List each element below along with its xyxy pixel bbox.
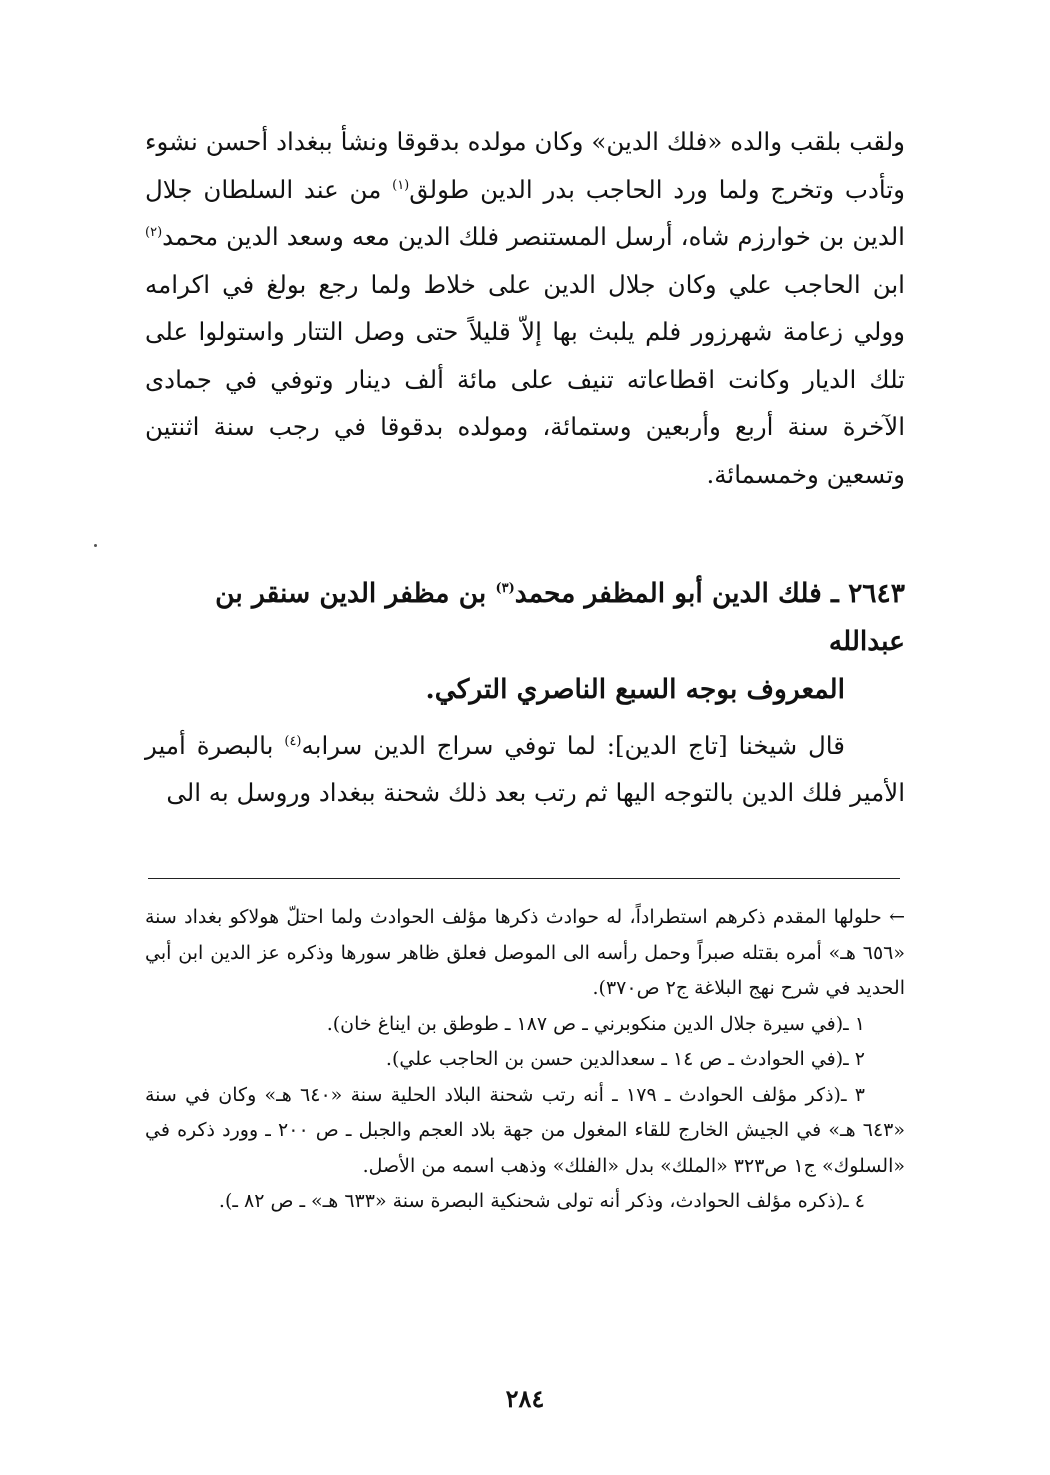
footnote-divider — [148, 878, 900, 879]
stray-dot — [94, 544, 97, 547]
page-number: ٢٨٤ — [505, 1384, 545, 1413]
footnote-ref-2: (٢) — [145, 224, 163, 240]
main-paragraph: ولقب بلقب والده «فلك الدين» وكان مولده بدقوقا ونشأ ببغداد أحسن نشوء وتأدب وتخرج ولما ورد الحاجب بدر الدين طولق$^{(١)}$ من عند السلطان جلال الدين بن خوارزم شاه، أرسل المستنصر فلك الدين معه وسعد الدين محمد$^{(٢)}$ ابن الحاجب علي وكان جلال الدين على خلاط ولما رجع بولغ في اكرامه وولي زعامة شهرزور فلم يلبث بها إلاّ قليلاً حتى وصل التتار واستولوا على تلك الديار وكانت اقطاعاته تنيف على مائة ألف دينار وتوفي في جمادى الآخرة سنة أربع وأربعين وستمائة، ومولده بدقوقا في رجب سنة اثنتين وتسعين وخمسمائة. — [145, 127, 905, 489]
entry-body: قال شيخنا [تاج الدين]: لما توفي سراج الدين سرابه$^{(٤)}$ بالبصرة أمير الأمير فلك الدين بالتوجه اليها ثم رتب بعد ذلك شحنة ببغداد وروسل به الى — [145, 731, 905, 807]
footnote-ref-3: (٣) — [495, 581, 515, 597]
main-text-block — [145, 118, 905, 498]
entry-heading-line2: المعروف بوجه السبع الناصري التركي. — [425, 674, 845, 705]
footnote-2: ٢ ـ(في الحوادث ـ ص ١٤ ـ سعدالدين حسن بن الحاجب علي). — [385, 1048, 865, 1070]
biography-entry — [145, 570, 905, 816]
footnote-4: ٤ ـ(ذكره مؤلف الحوادث، وذكر أنه تولى شحنكية البصرة سنة «٦٣٣ هـ» ـ ص ٨٢ ـ). — [218, 1190, 865, 1212]
footnote-continuation: ← حلولها المقدم ذكرهم استطراداً، له حوادث ذكرها مؤلف الحوادث ولما احتلّ هولاكو بغداد سنة «٦٥٦ هـ» أمره بقتله صبراً وحمل رأسه الى الموصل فعلق ظاهر سورها وذكره عز الدين ابن أبي الحديد في شرح نهج البلاغة ج٢ ص٣٧٠). — [145, 906, 905, 999]
footnote-3: ٣ ـ(ذكر مؤلف الحوادث ـ ١٧٩ ـ أنه رتب شحنة البلاد الحلية سنة «٦٤٠ هـ» وكان في سنة «٦٤٣ هـ» في الجيش الخارج للقاء المغول من جهة بلاد العجم والجبل ـ ص ٢٠٠ ـ وورد ذكره في «السلوك» ج١ ص٣٢٣ «الملك» بدل «الفلك» وذهب اسمه من الأصل. — [145, 1083, 905, 1177]
footnote-ref-4: (٤) — [284, 733, 302, 749]
entry-heading: ٢٦٤٣ ـ فلك الدين أبو المظفر محمد$^{(٣)}$ بن مظفر الدين سنقر بن عبدالله المعروف بوجه السبع الناصري التركي. — [145, 570, 905, 714]
footnote-1: ١ ـ(في سيرة جلال الدين منكوبرني ـ ص ١٨٧ ـ طوطق بن ايناغ خان). — [326, 1012, 865, 1035]
footnotes — [145, 900, 905, 1220]
footnote-ref-1: (١) — [392, 177, 410, 193]
